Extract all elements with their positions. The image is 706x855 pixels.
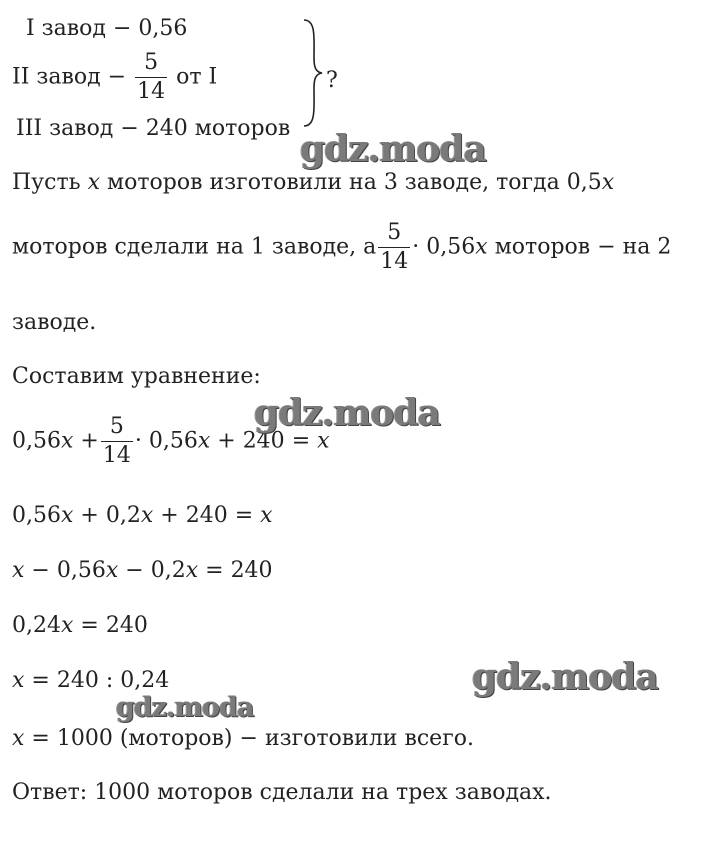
let-line-2: моторов сделали на 1 заводе, а $\frac{5}{14}$ · 0,56x моторов − на 2 [12,220,672,274]
equation-4: 0,24x = 240 [12,613,148,638]
compose-heading: Составим уравнение: [12,364,261,389]
plant2-suffix: от I [176,64,218,90]
curly-brace-icon [302,18,324,128]
eq1-fraction: $\frac{5}{14}$ [102,414,131,468]
equation-1: 0,56x + $\frac{5}{14}$ · 0,56x + 240 = x [12,414,330,468]
plant3-value: 240 моторов [145,116,291,141]
plant1-value: 0,56 [138,16,188,41]
given-plant2: II завод − $\frac{5}{14}$ от I [12,50,218,104]
given-plant1: I завод − 0,56 [26,16,188,41]
plant1-label: I завод [26,16,106,41]
let-line-3: заводе. [12,310,97,335]
let-fraction: $\frac{5}{14}$ [380,220,409,274]
plant2-label: II завод [12,64,101,90]
given-plant3: III завод − 240 моторов [16,116,291,141]
equation-3: x − 0,56x − 0,2x = 240 [12,558,273,583]
watermark-1: gdz.moda [300,128,486,170]
let-line-1: Пусть x моторов изготовили на 3 заводе, тогда 0,5x [12,170,615,195]
watermark-2: gdz.moda [254,392,440,434]
equation-2: 0,56x + 0,2x + 240 = x [12,503,273,528]
plant2-fraction: $\frac{5}{14}$ [137,50,166,104]
question-mark: ? [326,68,338,93]
equation-5: x = 240 : 0,24 [12,668,170,693]
watermark-3: gdz.moda [472,656,658,698]
plant3-label: III завод [16,116,114,141]
answer-text: Ответ: 1000 моторов сделали на трех заводах. [12,780,552,805]
equation-6: x = 1000 (моторов) − изготовили всего. [12,726,474,751]
watermark-4: gdz.moda [116,692,254,723]
